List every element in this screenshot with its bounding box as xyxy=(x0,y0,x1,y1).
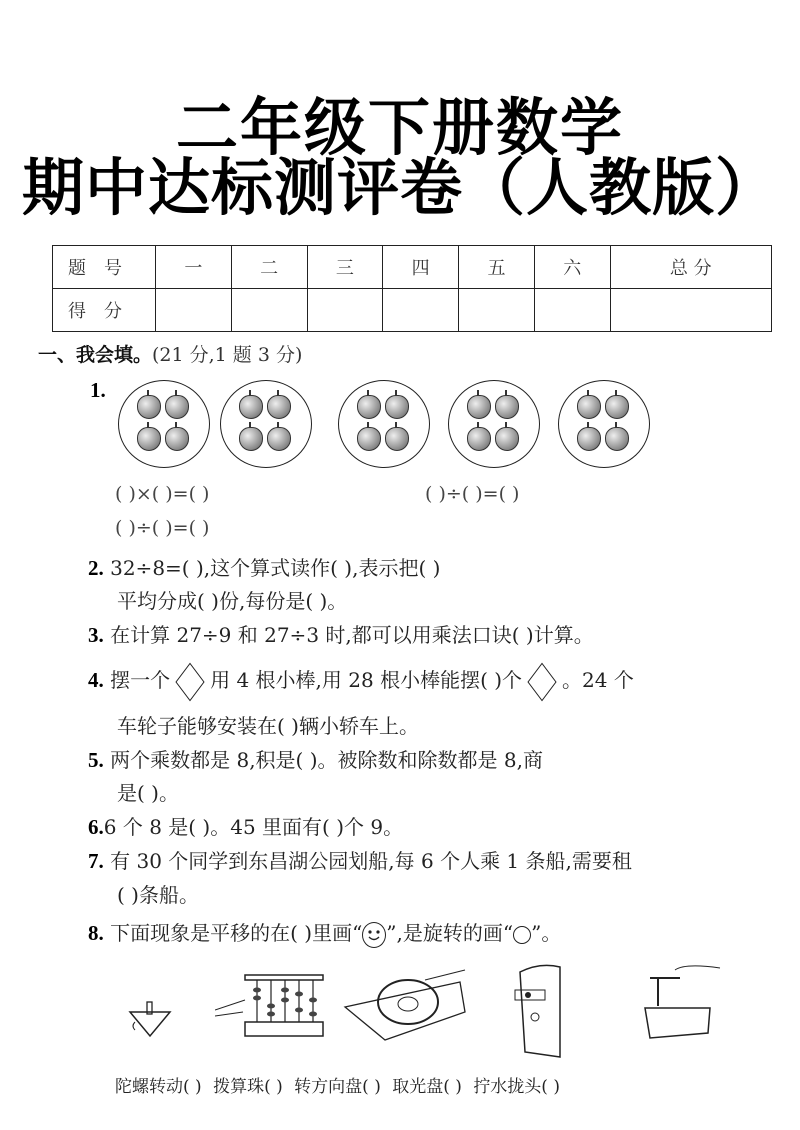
smiley-icon xyxy=(362,922,386,948)
q7-line-1[interactable]: 7. 有 30 个同学到东昌湖公园划船,每 6 个人乘 1 条船,需要租 xyxy=(88,849,632,873)
section-title: 一、我会填。 xyxy=(38,344,153,366)
faucet-icon xyxy=(630,958,730,1048)
col-3: 三 xyxy=(307,246,383,289)
plate-icon xyxy=(448,380,540,468)
col-5: 五 xyxy=(459,246,535,289)
score-label: 得分 xyxy=(53,289,156,332)
label-faucet[interactable]: 拧水拢头( ) xyxy=(473,1077,560,1097)
abacus-icon xyxy=(215,970,325,1040)
score-cell[interactable] xyxy=(307,289,383,332)
q8-line-1[interactable]: 8. 下面现象是平移的在( )里画“ ”,是旋转的画“ ”。 xyxy=(88,917,561,948)
q1-equation-multiply[interactable]: ( )×( )=( ) xyxy=(115,483,210,505)
col-4: 四 xyxy=(383,246,459,289)
col-1: 一 xyxy=(156,246,232,289)
q1-number: 1. xyxy=(90,378,106,402)
col-6: 六 xyxy=(534,246,610,289)
section-note: (21 分,1 题 3 分) xyxy=(152,344,303,366)
q2-line-2[interactable]: 平均分成( )份,每份是( )。 xyxy=(117,589,348,613)
score-table-score-row xyxy=(53,289,772,332)
col-total: 总 分 xyxy=(610,246,771,289)
label-spinning-top[interactable]: 陀螺转动( ) xyxy=(115,1077,202,1097)
q5-line-2[interactable]: 是( )。 xyxy=(117,781,179,805)
q8-labels xyxy=(115,1072,566,1097)
square-stick-icon xyxy=(176,662,205,701)
score-cell[interactable] xyxy=(459,289,535,332)
q2-line-1[interactable]: 2. 32÷8=( ),这个算式读作( ),表示把( ) xyxy=(88,556,441,580)
q4-line-1[interactable]: 4. 摆一个 用 4 根小棒,用 28 根小棒能摆( )个 。24 个 xyxy=(88,664,634,694)
header-label: 题号 xyxy=(53,246,156,289)
q5-line-1[interactable]: 5. 两个乘数都是 8,积是( )。被除数和除数都是 8,商 xyxy=(88,748,543,772)
score-cell[interactable] xyxy=(231,289,307,332)
score-cell[interactable] xyxy=(534,289,610,332)
score-table xyxy=(52,245,772,332)
label-steering-wheel[interactable]: 转方向盘( ) xyxy=(294,1077,381,1097)
plate-icon xyxy=(558,380,650,468)
score-cell[interactable] xyxy=(383,289,459,332)
score-table-header-row xyxy=(53,246,772,289)
score-cell[interactable] xyxy=(610,289,771,332)
label-abacus[interactable]: 拨算珠( ) xyxy=(213,1077,283,1097)
cd-player-icon xyxy=(510,962,570,1062)
q7-line-2[interactable]: ( )条船。 xyxy=(117,883,199,907)
q1-equation-divide-a[interactable]: ( )÷( )=( ) xyxy=(425,483,520,505)
square-stick-icon xyxy=(527,662,556,701)
score-cell[interactable] xyxy=(156,289,232,332)
q6-line-1[interactable]: 6.6 个 8 是( )。45 里面有( )个 9。 xyxy=(88,815,404,839)
plate-icon xyxy=(338,380,430,468)
spinning-top-icon xyxy=(125,1000,175,1040)
plate-icon xyxy=(118,380,210,468)
col-2: 二 xyxy=(231,246,307,289)
plate-icon xyxy=(220,380,312,468)
label-cd[interactable]: 取光盘( ) xyxy=(392,1077,462,1097)
title-line-1: 二年级下册数学 xyxy=(175,91,624,164)
q1-equation-divide-b[interactable]: ( )÷( )=( ) xyxy=(115,517,210,539)
steering-wheel-icon xyxy=(340,962,470,1042)
apple-plates-figure xyxy=(118,380,718,470)
circle-icon xyxy=(513,926,531,944)
q4-line-2[interactable]: 车轮子能够安装在( )辆小轿车上。 xyxy=(117,714,419,738)
title-line-2: 期中达标测评卷（人教版） xyxy=(21,151,778,224)
q3-line-1[interactable]: 3. 在计算 27÷9 和 27÷3 时,都可以用乘法口诀( )计算。 xyxy=(88,623,594,647)
section-1-heading xyxy=(38,340,302,367)
